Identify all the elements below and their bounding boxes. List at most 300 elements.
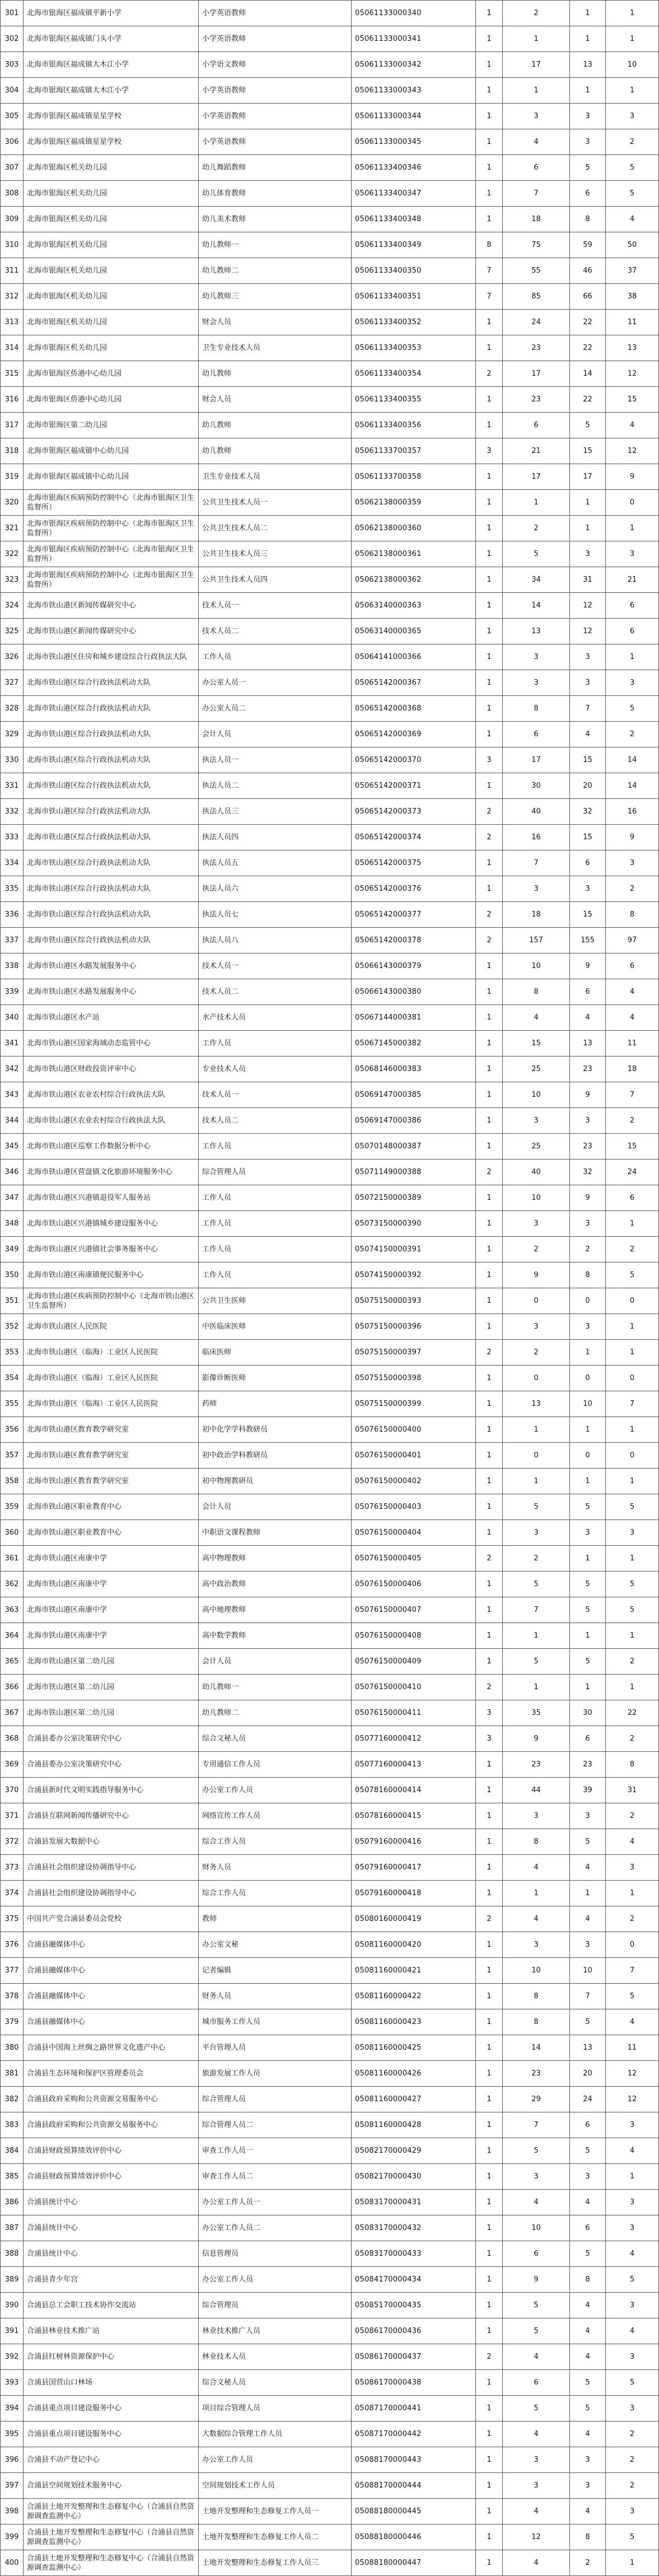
number-cell-2: 44	[503, 1778, 570, 1803]
table-row	[1, 2241, 659, 2267]
number-cell-3: 2	[570, 2550, 606, 2576]
position-code: 05065142000373	[352, 799, 476, 825]
number-cell-1: 1	[476, 1314, 503, 1340]
position-name: 工作人员	[199, 1185, 352, 1211]
number-cell-3: 20	[570, 773, 606, 799]
number-cell-3: 0	[570, 1366, 606, 1391]
unit-name: 北海市银海区福成镇中心幼儿园	[24, 438, 199, 464]
position-name: 初中物理教研员	[199, 1469, 352, 1494]
position-name: 网络宣传工作人员	[199, 1803, 352, 1829]
row-number: 322	[1, 541, 24, 567]
position-code: 05088180000446	[352, 2524, 476, 2550]
position-name: 小学英语教师	[199, 26, 352, 52]
number-cell-1: 1	[476, 1237, 503, 1263]
number-cell-4: 1	[606, 1546, 659, 1572]
position-name: 土地开发整理和生态修复工作人员三	[199, 2550, 352, 2576]
table-row	[1, 2267, 659, 2293]
row-number: 304	[1, 78, 24, 104]
number-cell-1: 1	[476, 2293, 503, 2318]
number-cell-4: 6	[606, 953, 659, 979]
position-code: 05061133400347	[352, 181, 476, 207]
number-cell-1: 1	[476, 155, 503, 181]
position-code: 05065142000374	[352, 825, 476, 850]
row-number: 389	[1, 2267, 24, 2293]
number-cell-2: 1	[503, 1469, 570, 1494]
unit-name: 北海市银海区机关幼儿园	[24, 258, 199, 284]
table-row	[1, 1031, 659, 1056]
row-number: 400	[1, 2550, 24, 2576]
number-cell-2: 14	[503, 2035, 570, 2061]
unit-name: 北海市银海区机关幼儿园	[24, 155, 199, 181]
position-name: 幼儿教师三	[199, 284, 352, 310]
table-row	[1, 1108, 659, 1134]
table-row	[1, 953, 659, 979]
number-cell-3: 23	[570, 1056, 606, 1082]
number-cell-2: 6	[503, 2241, 570, 2267]
number-cell-3: 13	[570, 2035, 606, 2061]
number-cell-4: 5	[606, 181, 659, 207]
position-name: 技术人员二	[199, 979, 352, 1005]
number-cell-4: 4	[606, 2138, 659, 2164]
unit-name: 北海市银海区疾病预防控制中心（北海市银海区卫生监督所）	[24, 541, 199, 567]
number-cell-4: 11	[606, 310, 659, 335]
table-row	[1, 1314, 659, 1340]
unit-name: 北海市铁山港区教育教学研究室	[24, 1443, 199, 1469]
number-cell-3: 22	[570, 310, 606, 335]
number-cell-2: 13	[503, 1391, 570, 1417]
number-cell-3: 3	[570, 104, 606, 129]
position-code: 05061133000344	[352, 104, 476, 129]
number-cell-1: 2	[476, 825, 503, 850]
row-number: 359	[1, 1494, 24, 1520]
number-cell-1: 2	[476, 2344, 503, 2370]
number-cell-4: 1	[606, 1211, 659, 1237]
row-number: 303	[1, 52, 24, 78]
table-row	[1, 1958, 659, 1984]
row-number: 307	[1, 155, 24, 181]
number-cell-3: 4	[570, 2190, 606, 2215]
table-row	[1, 799, 659, 825]
number-cell-1: 1	[476, 567, 503, 593]
position-name: 中医临床医师	[199, 1314, 352, 1340]
number-cell-3: 23	[570, 1134, 606, 1160]
number-cell-4: 5	[606, 1572, 659, 1597]
position-name: 临床医师	[199, 1340, 352, 1366]
position-code: 05067144000381	[352, 1005, 476, 1031]
number-cell-3: 17	[570, 464, 606, 490]
unit-name: 北海市铁山港区南康中学	[24, 1623, 199, 1649]
table-row	[1, 155, 659, 181]
unit-name: 北海市铁山港区综合行政执法机动大队	[24, 825, 199, 850]
position-code: 05077160000413	[352, 1752, 476, 1778]
position-name: 审查工作人员一	[199, 2138, 352, 2164]
unit-name: 合浦县土地开发整理和生态修复中心（合浦县自然资源调查监测中心）	[24, 2550, 199, 2576]
position-name: 办公室人员二	[199, 696, 352, 722]
number-cell-3: 12	[570, 619, 606, 644]
number-cell-4: 12	[606, 361, 659, 387]
number-cell-3: 1	[570, 26, 606, 52]
number-cell-4: 11	[606, 1031, 659, 1056]
position-name: 执法人员一	[199, 747, 352, 773]
table-row	[1, 1263, 659, 1288]
position-name: 审查工作人员二	[199, 2164, 352, 2190]
number-cell-4: 0	[606, 1288, 659, 1314]
table-row	[1, 1005, 659, 1031]
number-cell-2: 4	[503, 1906, 570, 1932]
number-cell-2: 17	[503, 361, 570, 387]
row-number: 364	[1, 1623, 24, 1649]
row-number: 326	[1, 644, 24, 670]
table-row	[1, 773, 659, 799]
number-cell-2: 13	[503, 619, 570, 644]
position-name: 初中化学学科教研员	[199, 1417, 352, 1443]
table-row	[1, 979, 659, 1005]
number-cell-4: 2	[606, 1237, 659, 1263]
number-cell-2: 5	[503, 2318, 570, 2344]
number-cell-2: 6	[503, 2370, 570, 2396]
number-cell-2: 4	[503, 1855, 570, 1881]
position-code: 05076150000405	[352, 1546, 476, 1572]
number-cell-1: 1	[476, 1082, 503, 1108]
number-cell-3: 1	[570, 1, 606, 26]
position-code: 05065142000370	[352, 747, 476, 773]
row-number: 362	[1, 1572, 24, 1597]
row-number: 396	[1, 2447, 24, 2473]
table-row	[1, 593, 659, 619]
row-number: 355	[1, 1391, 24, 1417]
number-cell-2: 2	[503, 1340, 570, 1366]
position-name: 财务人员	[199, 1855, 352, 1881]
unit-name: 北海市铁山港区综合行政执法机动大队	[24, 799, 199, 825]
position-name: 水产技术人员	[199, 1005, 352, 1031]
number-cell-1: 1	[476, 2164, 503, 2190]
position-code: 05083170000431	[352, 2190, 476, 2215]
number-cell-1: 1	[476, 979, 503, 1005]
unit-name: 北海市银海区第二幼儿园	[24, 413, 199, 438]
number-cell-1: 1	[476, 1958, 503, 1984]
number-cell-2: 8	[503, 696, 570, 722]
position-code: 05081160000428	[352, 2112, 476, 2138]
row-number: 388	[1, 2241, 24, 2267]
position-name: 工作人员	[199, 1237, 352, 1263]
number-cell-1: 1	[476, 1, 503, 26]
number-cell-3: 39	[570, 1778, 606, 1803]
row-number: 372	[1, 1829, 24, 1855]
position-name: 办公室工作人员一	[199, 2190, 352, 2215]
position-name: 幼儿教师	[199, 438, 352, 464]
table-row	[1, 232, 659, 258]
position-code: 05081160000422	[352, 1984, 476, 2009]
number-cell-4: 5	[606, 155, 659, 181]
row-number: 330	[1, 747, 24, 773]
row-number: 339	[1, 979, 24, 1005]
unit-name: 北海市铁山港区综合行政执法机动大队	[24, 876, 199, 902]
number-cell-3: 5	[570, 2009, 606, 2035]
number-cell-1: 1	[476, 1881, 503, 1906]
row-number: 369	[1, 1752, 24, 1778]
position-code: 05076150000410	[352, 1675, 476, 1700]
number-cell-1: 1	[476, 2112, 503, 2138]
number-cell-3: 6	[570, 1726, 606, 1752]
row-number: 321	[1, 516, 24, 541]
position-code: 05082170000430	[352, 2164, 476, 2190]
number-cell-2: 23	[503, 1752, 570, 1778]
position-code: 05063140000363	[352, 593, 476, 619]
number-cell-4: 3	[606, 104, 659, 129]
table-row	[1, 52, 659, 78]
unit-name: 北海市铁山港区住房和城乡建设综合行政执法大队	[24, 644, 199, 670]
position-code: 05076150000409	[352, 1649, 476, 1675]
row-number: 346	[1, 1160, 24, 1185]
number-cell-3: 3	[570, 670, 606, 696]
unit-name: 北海市铁山港区职业教育中心	[24, 1494, 199, 1520]
table-row	[1, 670, 659, 696]
number-cell-1: 1	[476, 1263, 503, 1288]
position-name: 技术人员二	[199, 1108, 352, 1134]
table-row	[1, 104, 659, 129]
row-number: 350	[1, 1263, 24, 1288]
row-number: 354	[1, 1366, 24, 1391]
position-code: 05081160000423	[352, 2009, 476, 2035]
number-cell-2: 25	[503, 1134, 570, 1160]
position-name: 小学英语教师	[199, 104, 352, 129]
number-cell-4: 10	[606, 52, 659, 78]
number-cell-4: 3	[606, 2396, 659, 2421]
row-number: 335	[1, 876, 24, 902]
position-name: 综合工作人员	[199, 1829, 352, 1855]
table-row	[1, 1726, 659, 1752]
number-cell-4: 2	[606, 129, 659, 155]
row-number: 381	[1, 2061, 24, 2087]
row-number: 329	[1, 722, 24, 747]
number-cell-3: 3	[570, 876, 606, 902]
table-row	[1, 2190, 659, 2215]
unit-name: 合浦县重点项目建设服务中心	[24, 2421, 199, 2447]
number-cell-4: 6	[606, 593, 659, 619]
number-cell-1: 7	[476, 258, 503, 284]
number-cell-1: 1	[476, 104, 503, 129]
number-cell-1: 1	[476, 1391, 503, 1417]
table-row	[1, 1417, 659, 1443]
number-cell-3: 6	[570, 181, 606, 207]
number-cell-3: 24	[570, 2087, 606, 2112]
number-cell-1: 1	[476, 1288, 503, 1314]
row-number: 310	[1, 232, 24, 258]
number-cell-1: 1	[476, 541, 503, 567]
number-cell-1: 3	[476, 1700, 503, 1726]
unit-name: 合浦县青少年宫	[24, 2267, 199, 2293]
position-name: 幼儿教师二	[199, 258, 352, 284]
position-name: 办公室人员一	[199, 670, 352, 696]
table-row	[1, 26, 659, 52]
position-name: 幼儿体育教师	[199, 181, 352, 207]
row-number: 338	[1, 953, 24, 979]
number-cell-4: 4	[606, 2241, 659, 2267]
number-cell-2: 85	[503, 284, 570, 310]
row-number: 320	[1, 490, 24, 516]
position-code: 05061133700357	[352, 438, 476, 464]
position-code: 05062138000362	[352, 567, 476, 593]
number-cell-2: 4	[503, 2421, 570, 2447]
number-cell-4: 38	[606, 284, 659, 310]
number-cell-2: 1	[503, 1417, 570, 1443]
unit-name: 北海市银海区福成镇星星学校	[24, 104, 199, 129]
unit-name: 北海市铁山港区营盘镇文化旅游环境服务中心	[24, 1160, 199, 1185]
number-cell-1: 1	[476, 1572, 503, 1597]
number-cell-3: 4	[570, 1855, 606, 1881]
table-row	[1, 1855, 659, 1881]
number-cell-3: 3	[570, 2447, 606, 2473]
number-cell-4: 0	[606, 1366, 659, 1391]
position-name: 执法人员三	[199, 799, 352, 825]
position-name: 工作人员	[199, 644, 352, 670]
number-cell-1: 3	[476, 747, 503, 773]
row-number: 384	[1, 2138, 24, 2164]
position-name: 执法人员七	[199, 902, 352, 928]
number-cell-1: 1	[476, 1778, 503, 1803]
position-code: 05087170000441	[352, 2396, 476, 2421]
table-row	[1, 2138, 659, 2164]
number-cell-1: 1	[476, 2190, 503, 2215]
row-number: 371	[1, 1803, 24, 1829]
position-name: 综合管理员	[199, 2293, 352, 2318]
number-cell-1: 1	[476, 2473, 503, 2499]
position-name: 土地开发整理和生态修复工作人员一	[199, 2499, 352, 2524]
number-cell-4: 3	[606, 2344, 659, 2370]
number-cell-3: 5	[570, 1572, 606, 1597]
number-cell-1: 1	[476, 2215, 503, 2241]
row-number: 358	[1, 1469, 24, 1494]
number-cell-4: 1	[606, 644, 659, 670]
position-name: 财会人员	[199, 310, 352, 335]
number-cell-3: 31	[570, 567, 606, 593]
number-cell-4: 1	[606, 1623, 659, 1649]
position-code: 05088170000443	[352, 2447, 476, 2473]
number-cell-3: 4	[570, 722, 606, 747]
number-cell-4: 15	[606, 1134, 659, 1160]
position-name: 教师	[199, 1906, 352, 1932]
row-number: 345	[1, 1134, 24, 1160]
number-cell-1: 1	[476, 1056, 503, 1082]
number-cell-4: 24	[606, 1160, 659, 1185]
number-cell-2: 40	[503, 1160, 570, 1185]
position-code: 05080160000419	[352, 1906, 476, 1932]
position-code: 05085170000435	[352, 2293, 476, 2318]
number-cell-1: 3	[476, 438, 503, 464]
unit-name: 合浦县中国海上丝绸之路世界文化遗产中心	[24, 2035, 199, 2061]
number-cell-3: 13	[570, 52, 606, 78]
number-cell-2: 0	[503, 1288, 570, 1314]
number-cell-2: 3	[503, 644, 570, 670]
unit-name: 合浦县社会组织建设协调指导中心	[24, 1881, 199, 1906]
position-name: 会计人员	[199, 1649, 352, 1675]
number-cell-4: 5	[606, 1494, 659, 1520]
number-cell-3: 3	[570, 129, 606, 155]
table-row	[1, 722, 659, 747]
number-cell-1: 8	[476, 232, 503, 258]
position-name: 幼儿教师	[199, 361, 352, 387]
table-row	[1, 747, 659, 773]
number-cell-3: 1	[570, 1469, 606, 1494]
number-cell-4: 7	[606, 1958, 659, 1984]
number-cell-2: 17	[503, 464, 570, 490]
number-cell-4: 5	[606, 2267, 659, 2293]
number-cell-2: 16	[503, 825, 570, 850]
row-number: 332	[1, 799, 24, 825]
row-number: 356	[1, 1417, 24, 1443]
position-code: 05061133400355	[352, 387, 476, 413]
unit-name: 北海市银海区机关幼儿园	[24, 335, 199, 361]
number-cell-3: 1	[570, 490, 606, 516]
position-name: 大数据综合管理工作人员	[199, 2421, 352, 2447]
position-code: 05082170000429	[352, 2138, 476, 2164]
unit-name: 北海市铁山港区新闻传媒研究中心	[24, 593, 199, 619]
position-code: 05061133400356	[352, 413, 476, 438]
number-cell-4: 1	[606, 1417, 659, 1443]
table-row	[1, 258, 659, 284]
position-name: 公共卫生技术人员二	[199, 516, 352, 541]
number-cell-1: 1	[476, 207, 503, 232]
number-cell-1: 1	[476, 490, 503, 516]
table-row	[1, 644, 659, 670]
unit-name: 合浦县政府采购和公共资源交易服务中心	[24, 2087, 199, 2112]
number-cell-1: 1	[476, 1185, 503, 1211]
number-cell-1: 3	[476, 1726, 503, 1752]
position-name: 技术人员二	[199, 619, 352, 644]
number-cell-3: 5	[570, 1494, 606, 1520]
position-name: 城市服务工作人员	[199, 2009, 352, 2035]
number-cell-1: 1	[476, 78, 503, 104]
position-name: 技术人员一	[199, 593, 352, 619]
number-cell-1: 1	[476, 644, 503, 670]
number-cell-1: 1	[476, 335, 503, 361]
row-number: 336	[1, 902, 24, 928]
number-cell-4: 3	[606, 850, 659, 876]
row-number: 337	[1, 928, 24, 953]
number-cell-1: 7	[476, 284, 503, 310]
number-cell-4: 1	[606, 2164, 659, 2190]
row-number: 375	[1, 1906, 24, 1932]
table-row	[1, 2318, 659, 2344]
table-row	[1, 1778, 659, 1803]
number-cell-4: 1	[606, 1675, 659, 1700]
number-cell-3: 8	[570, 1263, 606, 1288]
number-cell-1: 2	[476, 799, 503, 825]
number-cell-4: 12	[606, 2087, 659, 2112]
row-number: 386	[1, 2190, 24, 2215]
number-cell-3: 46	[570, 258, 606, 284]
position-name: 小学英语教师	[199, 1, 352, 26]
position-name: 办公室工作人员	[199, 1778, 352, 1803]
number-cell-4: 2	[606, 2447, 659, 2473]
unit-name: 北海市银海区侨港中心幼儿园	[24, 387, 199, 413]
number-cell-1: 1	[476, 1623, 503, 1649]
number-cell-1: 1	[476, 1984, 503, 2009]
number-cell-1: 1	[476, 1031, 503, 1056]
table-row	[1, 876, 659, 902]
row-number: 393	[1, 2370, 24, 2396]
number-cell-4: 2	[606, 722, 659, 747]
number-cell-3: 1	[570, 1623, 606, 1649]
unit-name: 北海市铁山港区水路发展服务中心	[24, 979, 199, 1005]
number-cell-4: 2	[606, 1726, 659, 1752]
table-row	[1, 1803, 659, 1829]
number-cell-4: 3	[606, 2190, 659, 2215]
number-cell-2: 1	[503, 1675, 570, 1700]
number-cell-1: 1	[476, 2035, 503, 2061]
number-cell-4: 37	[606, 258, 659, 284]
position-name: 公共卫生技术人员三	[199, 541, 352, 567]
